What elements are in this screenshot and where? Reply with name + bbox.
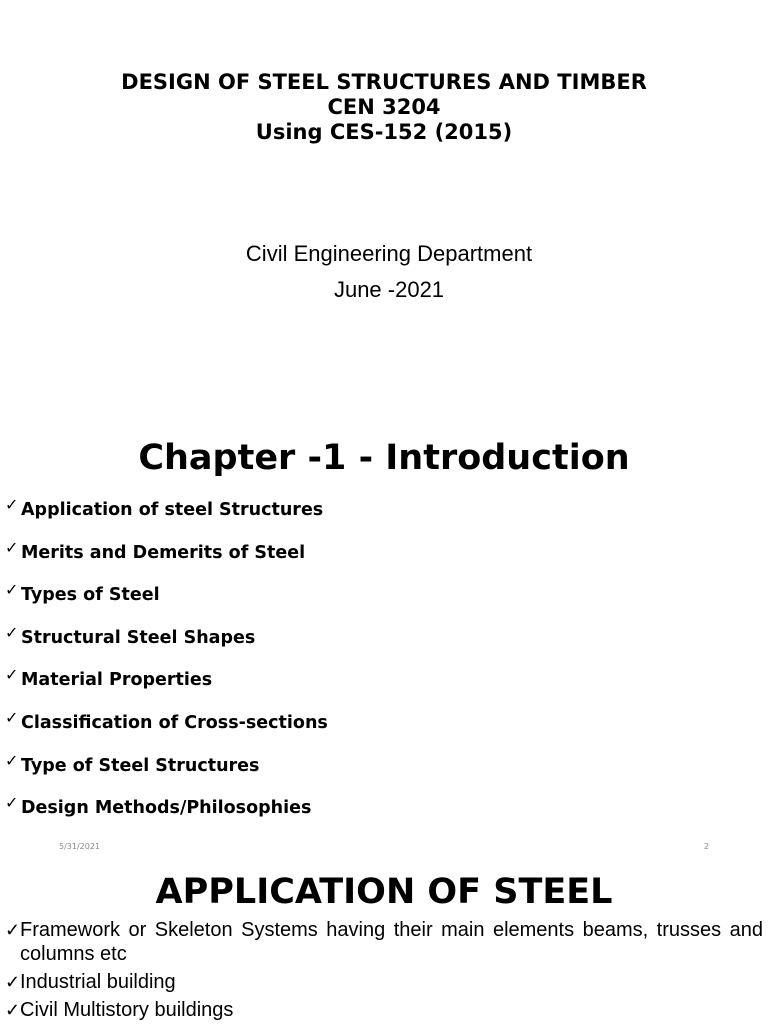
list-item-label: Application of steel Structures bbox=[21, 500, 324, 520]
slide-page-number: 2 bbox=[704, 842, 710, 851]
list-item-label: Classification of Cross-sections bbox=[21, 712, 328, 733]
checkmark-icon: ✓ bbox=[5, 495, 19, 514]
application-list bbox=[5, 918, 763, 1026]
checkmark-icon: ✓ bbox=[5, 1000, 21, 1020]
checkmark-icon: ✓ bbox=[5, 972, 21, 992]
list-item-label: Industrial building bbox=[20, 971, 176, 993]
list-item-label: Type of Steel Structures bbox=[21, 755, 260, 776]
list-item bbox=[5, 579, 328, 622]
course-subtitle bbox=[0, 236, 768, 308]
list-item bbox=[5, 998, 763, 1022]
slide-footer-date: 5/31/2021 bbox=[59, 842, 101, 851]
list-item bbox=[5, 664, 328, 707]
list-item bbox=[5, 792, 328, 835]
course-date: June -2021 bbox=[333, 277, 445, 302]
department-name: Civil Engineering Department bbox=[245, 241, 533, 266]
list-item-label: Merits and Demerits of Steel bbox=[21, 542, 306, 563]
list-item-label: Civil Multistory buildings bbox=[20, 999, 234, 1021]
checkmark-icon: ✓ bbox=[5, 537, 19, 557]
list-item-label: Framework or Skeleton Systems having their main elements beams, trusses and columns etc bbox=[20, 919, 763, 965]
list-item bbox=[5, 918, 763, 966]
slide-chapter-contents bbox=[0, 410, 768, 860]
topic-list bbox=[5, 494, 328, 835]
chapter-title: Chapter -1 - Introduction bbox=[138, 438, 630, 478]
list-item bbox=[5, 970, 763, 994]
checkmark-icon: ✓ bbox=[5, 793, 19, 813]
checkmark-icon: ✓ bbox=[5, 622, 19, 642]
list-item bbox=[5, 494, 328, 537]
checkmark-icon: ✓ bbox=[5, 920, 21, 940]
checkmark-icon: ✓ bbox=[5, 750, 19, 770]
list-item-label: Design Methods/Philosophies bbox=[21, 798, 312, 819]
list-item bbox=[5, 622, 328, 665]
list-item bbox=[5, 537, 328, 580]
slide-title-page bbox=[0, 0, 768, 410]
checkmark-icon: ✓ bbox=[5, 665, 19, 685]
course-standard-line: Using CES-152 (2015) bbox=[255, 120, 513, 144]
course-title-line: DESIGN OF STEEL STRUCTURES AND TIMBER bbox=[121, 70, 647, 94]
checkmark-icon: ✓ bbox=[5, 707, 19, 727]
list-item bbox=[5, 707, 328, 750]
slide-title: APPLICATION OF STEEL bbox=[155, 872, 613, 912]
list-item bbox=[5, 750, 328, 793]
course-title bbox=[0, 70, 768, 145]
list-item-label: Material Properties bbox=[21, 670, 213, 691]
slide-application-of-steel bbox=[0, 860, 768, 1024]
list-item-label: Types of Steel bbox=[21, 585, 160, 606]
course-code-line: CEN 3204 bbox=[327, 95, 441, 119]
list-item-label: Structural Steel Shapes bbox=[21, 627, 256, 648]
checkmark-icon: ✓ bbox=[5, 580, 19, 600]
